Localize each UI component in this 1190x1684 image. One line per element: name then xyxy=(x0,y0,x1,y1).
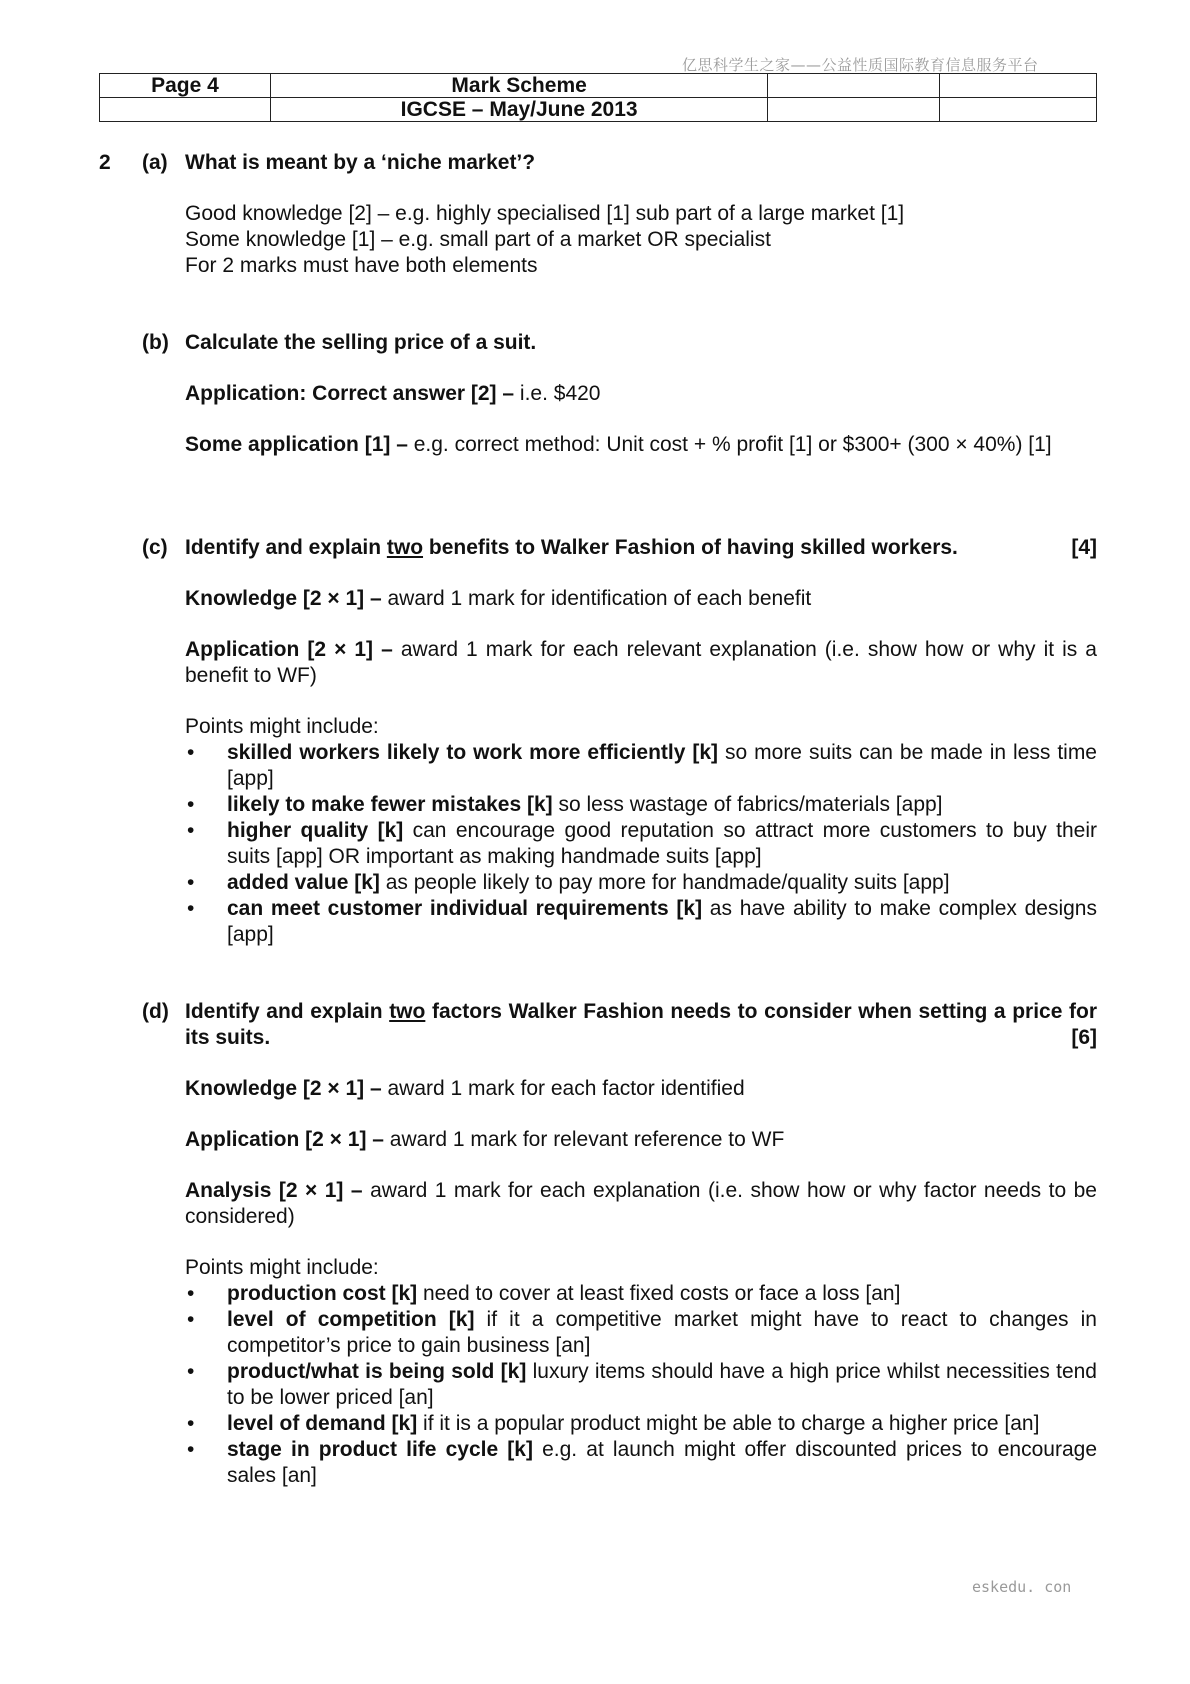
point-key: higher quality [k] xyxy=(227,819,404,842)
watermark-top: 亿思科学生之家——公益性质国际教育信息服务平台 xyxy=(682,56,1039,74)
header-cell-empty xyxy=(100,98,271,122)
bullet-icon: • xyxy=(187,1412,195,1435)
question-text: factors Walker Fashion needs to consider when setting a price for its suits. xyxy=(185,1000,1098,1049)
part-c-points-intro: Points might include: xyxy=(185,715,379,738)
part-a-line: Good knowledge [2] – e.g. highly specialised [1] sub part of a large market [1] xyxy=(185,202,905,225)
part-c-letter: (c) xyxy=(142,536,168,559)
list-item xyxy=(185,896,1097,948)
criterion-label: Application [2 × 1] – xyxy=(185,638,393,661)
question-number: 2 xyxy=(99,151,111,174)
part-d-question xyxy=(185,999,1097,1051)
part-d-points-list xyxy=(185,1281,1097,1489)
point-key: can meet customer individual requirements [k] xyxy=(227,897,703,920)
point-detail: as have ability to make complex designs [app] xyxy=(227,897,1097,946)
bullet-icon: • xyxy=(187,1282,195,1305)
criterion-label: Knowledge [2 × 1] – xyxy=(185,587,382,610)
part-a-line: Some knowledge [1] – e.g. small part of a market OR specialist xyxy=(185,228,771,251)
part-b-some-application xyxy=(185,432,1097,458)
point-detail: so less wastage of fabrics/materials [app] xyxy=(552,793,943,816)
criterion-detail: award 1 mark for relevant reference to WF xyxy=(383,1128,785,1151)
criterion-label: Some application [1] – xyxy=(185,433,408,456)
header-cell-empty xyxy=(768,74,940,98)
part-a-line: For 2 marks must have both elements xyxy=(185,254,538,277)
list-item xyxy=(185,792,1097,818)
bullet-icon: • xyxy=(187,897,195,920)
header-table xyxy=(99,73,1097,122)
watermark-bottom: eskedu. con xyxy=(972,1578,1072,1596)
page-number: Page 4 xyxy=(100,74,271,98)
part-c-question xyxy=(185,535,1097,561)
question-text: benefits to Walker Fashion of having skilled workers. xyxy=(423,536,958,559)
point-key: production cost [k] xyxy=(227,1282,418,1305)
criterion-label: Analysis [2 × 1] – xyxy=(185,1179,363,1202)
exam-session: IGCSE – May/June 2013 xyxy=(270,98,768,122)
part-a-letter: (a) xyxy=(142,151,168,174)
part-b-application xyxy=(185,381,1097,407)
part-c-points-list xyxy=(185,740,1097,948)
part-c-marks: [4] xyxy=(1071,536,1097,559)
criterion-detail: award 1 mark for each factor identified xyxy=(381,1077,745,1100)
part-a-question: What is meant by a ‘niche market’? xyxy=(185,151,536,174)
list-item xyxy=(185,1411,1097,1437)
question-emphasis: two xyxy=(386,536,424,559)
question-text: Identify and explain xyxy=(185,1000,390,1023)
point-key: likely to make fewer mistakes [k] xyxy=(227,793,553,816)
point-detail: so more suits can be made in less time [app] xyxy=(227,741,1097,790)
point-key: added value [k] xyxy=(227,871,380,894)
list-item xyxy=(185,1307,1097,1359)
header-cell-empty xyxy=(940,98,1097,122)
criterion-detail: award 1 mark for identification of each benefit xyxy=(381,587,812,610)
part-d-application xyxy=(185,1127,1097,1153)
bullet-icon: • xyxy=(187,871,195,894)
point-detail: if it is a popular product might be able to charge a higher price [an] xyxy=(417,1412,1040,1435)
list-item xyxy=(185,1437,1097,1489)
criterion-detail: award 1 mark for each relevant explanation (i.e. show how or why it is a benefit to WF) xyxy=(185,638,1097,687)
question-text: Identify and explain xyxy=(185,536,387,559)
point-detail: e.g. at launch might offer discounted prices to encourage sales [an] xyxy=(227,1438,1098,1487)
list-item xyxy=(185,740,1097,792)
list-item xyxy=(185,1281,1097,1307)
point-detail: need to cover at least fixed costs or face a loss [an] xyxy=(417,1282,901,1305)
point-key: level of demand [k] xyxy=(227,1412,418,1435)
point-key: skilled workers likely to work more efficiently [k] xyxy=(227,741,719,764)
document-title: Mark Scheme xyxy=(270,74,768,98)
part-b-letter: (b) xyxy=(142,331,169,354)
question-emphasis: two xyxy=(389,1000,426,1023)
point-detail: can encourage good reputation so attract more customers to buy their suits [app] OR important as making handmade suits [app] xyxy=(227,819,1097,868)
list-item xyxy=(185,870,1097,896)
bullet-icon: • xyxy=(187,1438,195,1461)
part-c-application xyxy=(185,637,1097,689)
point-key: stage in product life cycle [k] xyxy=(227,1438,533,1461)
point-detail: as people likely to pay more for handmade/quality suits [app] xyxy=(379,871,950,894)
bullet-icon: • xyxy=(187,793,195,816)
criterion-detail: award 1 mark for each explanation (i.e. show how or why factor needs to be considered) xyxy=(185,1179,1097,1228)
list-item xyxy=(185,818,1097,870)
criterion-detail: e.g. correct method: Unit cost + % profit [1] or $300+ (300 × 40%) [1] xyxy=(407,433,1052,456)
point-detail: if it a competitive market might have to react to changes in competitor’s price to gain business [an] xyxy=(227,1308,1097,1357)
criterion-detail: i.e. $420 xyxy=(514,382,601,405)
point-key: level of competition [k] xyxy=(227,1308,475,1331)
point-detail: luxury items should have a high price whilst necessities tend to be lower priced [an] xyxy=(227,1360,1097,1409)
bullet-icon: • xyxy=(187,1360,195,1383)
bullet-icon: • xyxy=(187,1308,195,1331)
list-item xyxy=(185,1359,1097,1411)
part-d-analysis xyxy=(185,1178,1097,1230)
bullet-icon: • xyxy=(187,741,195,764)
criterion-label: Knowledge [2 × 1] – xyxy=(185,1077,382,1100)
point-key: product/what is being sold [k] xyxy=(227,1360,527,1383)
part-d-points-intro: Points might include: xyxy=(185,1256,379,1279)
part-d-marks: [6] xyxy=(1071,1026,1097,1049)
header-cell-empty xyxy=(940,74,1097,98)
part-c-knowledge xyxy=(185,586,1097,612)
part-d-letter: (d) xyxy=(142,1000,169,1023)
bullet-icon: • xyxy=(187,819,195,842)
criterion-label: Application: Correct answer [2] – xyxy=(185,382,515,405)
criterion-label: Application [2 × 1] – xyxy=(185,1128,384,1151)
header-cell-empty xyxy=(768,98,940,122)
part-b-question: Calculate the selling price of a suit. xyxy=(185,331,537,354)
part-d-knowledge xyxy=(185,1076,1097,1102)
